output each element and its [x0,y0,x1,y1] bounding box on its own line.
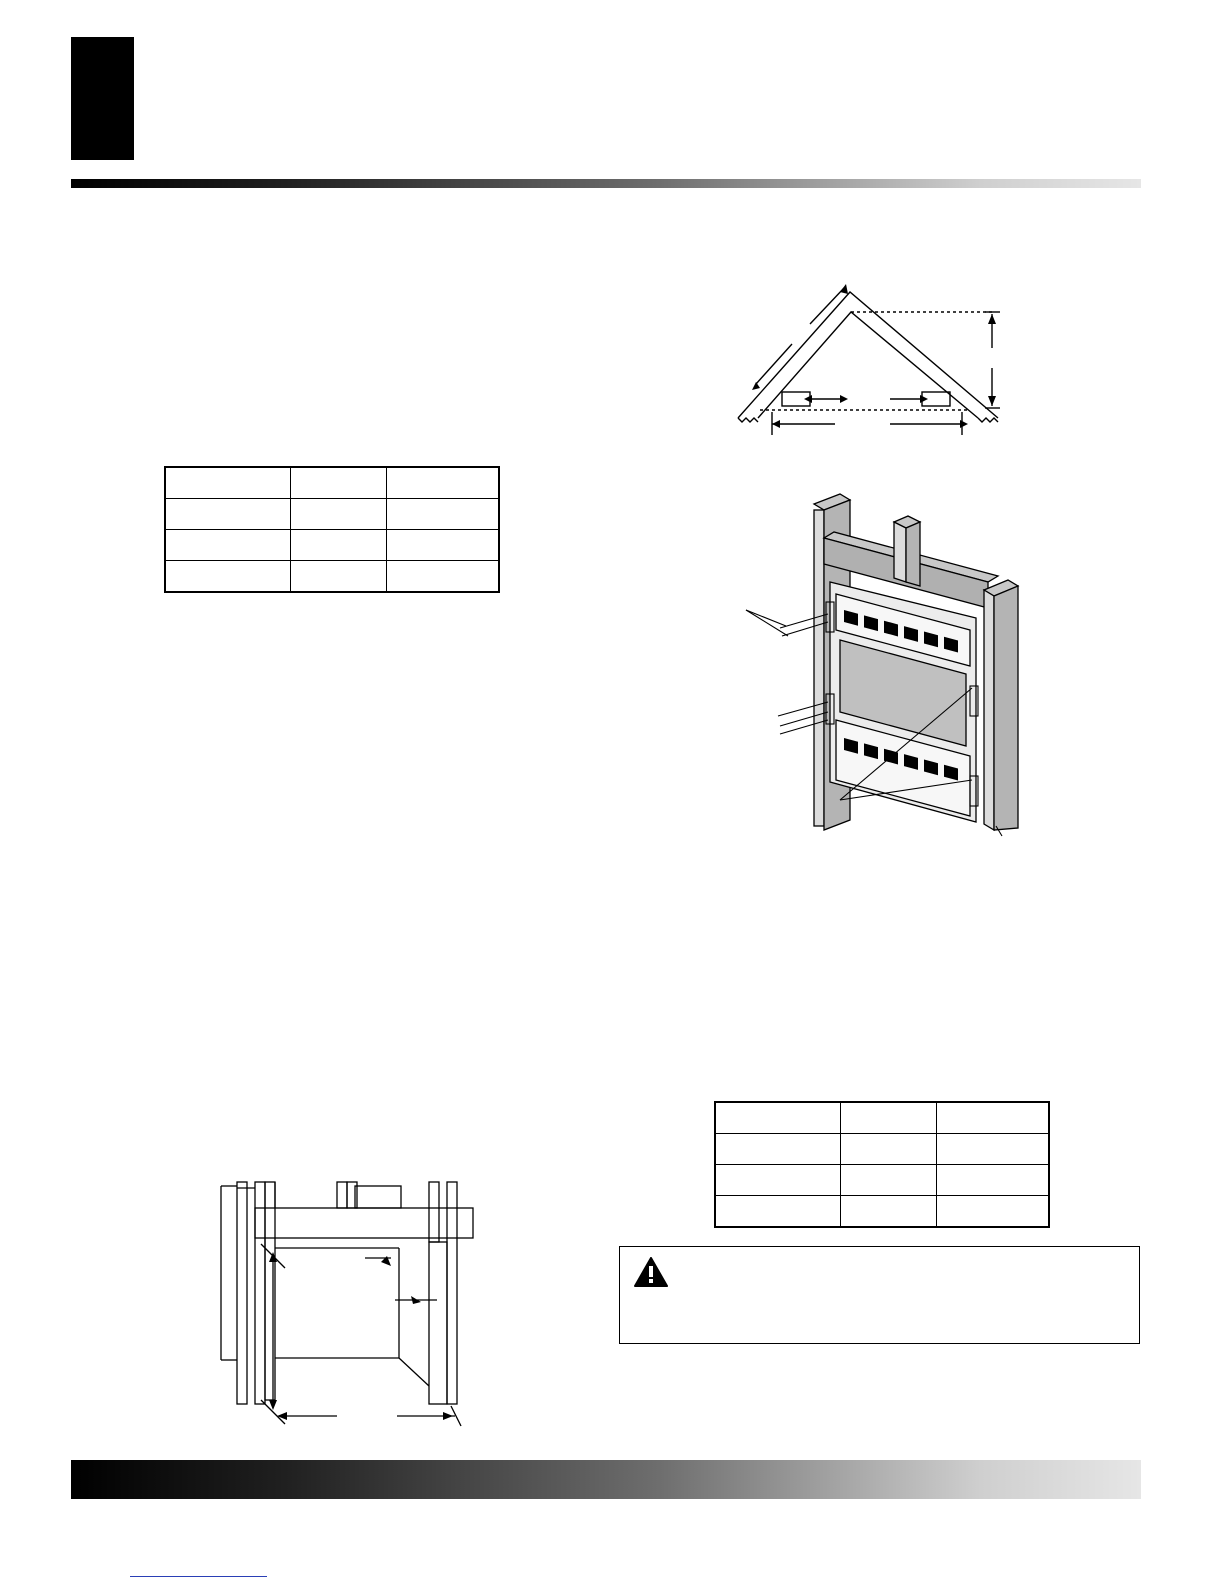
table-cell [937,1165,1049,1196]
table-cell [291,561,387,593]
table-row [715,1102,1049,1134]
table-cell [937,1102,1049,1134]
table-cell [841,1102,937,1134]
table-cell [165,530,291,561]
table-cell [841,1134,937,1165]
corner-clearance-diagram [730,280,1020,440]
table-row [715,1134,1049,1165]
table-row [715,1196,1049,1228]
table-cell [291,467,387,499]
framed-opening-diagram [215,1180,465,1430]
table-cell [387,467,499,499]
table-cell [937,1196,1049,1228]
table-cell [291,530,387,561]
header-rule [71,179,1141,188]
table-cell [841,1196,937,1228]
table-row [165,530,499,561]
table-cell [387,499,499,530]
table-cell [937,1134,1049,1165]
table-cell [165,561,291,593]
warning-box [619,1246,1140,1344]
table-cell [715,1196,841,1228]
table-row [165,561,499,593]
table-cell [715,1134,841,1165]
heater-mounting-diagram [740,490,1020,840]
table-cell [715,1102,841,1134]
clearance-table-1 [164,466,500,593]
table-cell [291,499,387,530]
clearance-table-2 [714,1101,1050,1228]
table-row [165,499,499,530]
footer-bar [71,1460,1141,1499]
table-row [715,1165,1049,1196]
footer-link[interactable] [130,1576,267,1577]
table-cell [841,1165,937,1196]
warning-triangle-icon [634,1257,668,1287]
table-row [165,467,499,499]
table-cell [387,561,499,593]
table-cell [165,467,291,499]
table-cell [715,1165,841,1196]
section-tab [71,37,134,160]
table-cell [387,530,499,561]
table-cell [165,499,291,530]
